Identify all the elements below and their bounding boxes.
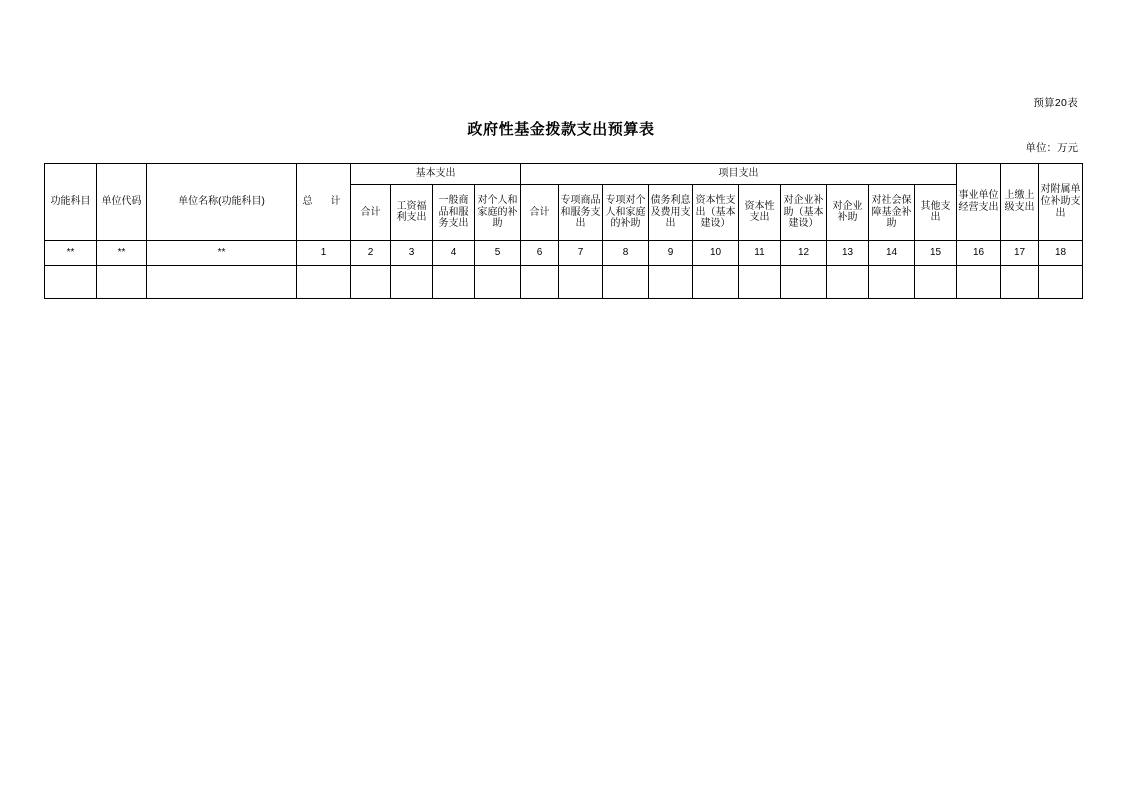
- cell-blank: [957, 266, 1001, 299]
- cell-blank: [559, 266, 603, 299]
- cell-blank: [603, 266, 649, 299]
- cell-number: 10: [693, 241, 739, 266]
- cell-blank: [739, 266, 781, 299]
- header-operating: 事业单位经营支出: [957, 164, 1001, 241]
- form-code: 预算20表: [1033, 97, 1078, 109]
- table-row: [45, 266, 1083, 299]
- cell-number: 16: [957, 241, 1001, 266]
- header-basic-total: 合计: [351, 184, 391, 240]
- header-project-enterprise: 对企业补助: [827, 184, 869, 240]
- cell-blank: [475, 266, 521, 299]
- cell-blank: [351, 266, 391, 299]
- cell-blank: [391, 266, 433, 299]
- cell-number: 5: [475, 241, 521, 266]
- cell-number: 15: [915, 241, 957, 266]
- header-unit-code: 单位代码: [97, 164, 147, 241]
- header-group-basic: 基本支出: [351, 164, 521, 185]
- cell-blank: [869, 266, 915, 299]
- cell-blank: [97, 266, 147, 299]
- cell-number: 7: [559, 241, 603, 266]
- cell-number: 8: [603, 241, 649, 266]
- header-basic-personal: 对个人和家庭的补助: [475, 184, 521, 240]
- cell-number: 2: [351, 241, 391, 266]
- cell-blank: [693, 266, 739, 299]
- unit-note: 单位：万元: [1025, 142, 1078, 154]
- cell-number: 9: [649, 241, 693, 266]
- cell-number: **: [97, 241, 147, 266]
- header-basic-goods: 一般商品和服务支出: [433, 184, 475, 240]
- cell-blank: [147, 266, 297, 299]
- cell-number: 18: [1039, 241, 1083, 266]
- cell-number: **: [147, 241, 297, 266]
- cell-blank: [433, 266, 475, 299]
- cell-blank: [781, 266, 827, 299]
- cell-number: 1: [297, 241, 351, 266]
- header-subordinate: 对附属单位补助支出: [1039, 164, 1083, 241]
- header-project-capital: 资本性支出: [739, 184, 781, 240]
- header-project-debt: 债务利息及费用支出: [649, 184, 693, 240]
- header-project-social: 对社会保障基金补助: [869, 184, 915, 240]
- cell-number: 11: [739, 241, 781, 266]
- cell-number: 13: [827, 241, 869, 266]
- cell-number: 12: [781, 241, 827, 266]
- budget-table: [44, 163, 1083, 299]
- cell-blank: [915, 266, 957, 299]
- header-project-other: 其他支出: [915, 184, 957, 240]
- cell-number: 3: [391, 241, 433, 266]
- header-project-total: 合计: [521, 184, 559, 240]
- cell-blank: [827, 266, 869, 299]
- cell-number: 17: [1001, 241, 1039, 266]
- table-header-group-row: [45, 164, 1083, 185]
- cell-number: **: [45, 241, 97, 266]
- header-upper-level: 上缴上级支出: [1001, 164, 1039, 241]
- cell-number: 4: [433, 241, 475, 266]
- header-total: 总 计: [297, 164, 351, 241]
- cell-blank: [1039, 266, 1083, 299]
- header-group-project: 项目支出: [521, 164, 957, 185]
- header-unit-name: 单位名称(功能科目): [147, 164, 297, 241]
- header-basic-salary: 工资福利支出: [391, 184, 433, 240]
- cell-number: 14: [869, 241, 915, 266]
- cell-blank: [297, 266, 351, 299]
- header-project-capital-construction: 资本性支出（基本建设）: [693, 184, 739, 240]
- header-function-subject: 功能科目: [45, 164, 97, 241]
- header-project-personal: 专项对个人和家庭的补助: [603, 184, 649, 240]
- page-title: 政府性基金拨款支出预算表: [467, 121, 655, 138]
- cell-blank: [521, 266, 559, 299]
- cell-blank: [1001, 266, 1039, 299]
- header-project-enterprise-construction: 对企业补助（基本建设）: [781, 184, 827, 240]
- cell-number: 6: [521, 241, 559, 266]
- table-row: [45, 241, 1083, 266]
- cell-blank: [45, 266, 97, 299]
- cell-blank: [649, 266, 693, 299]
- header-project-goods: 专项商品和服务支出: [559, 184, 603, 240]
